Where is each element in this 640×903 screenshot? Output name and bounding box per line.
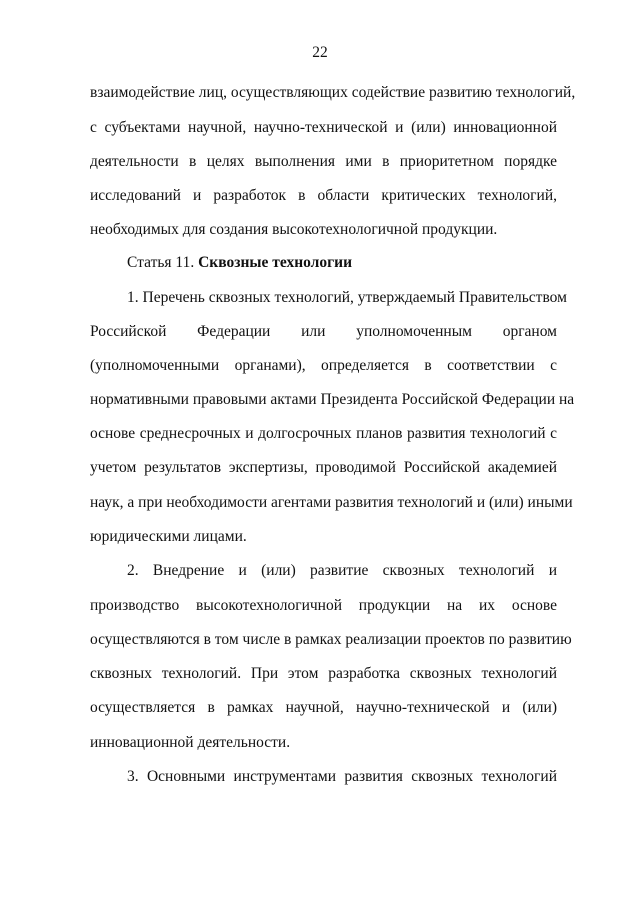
text-line: взаимодействие лиц, осуществляющих содействие развитию технологий, [90, 84, 576, 101]
text-line: основе среднесрочных и долгосрочных планов развития технологий с [90, 425, 557, 442]
page-number: 22 [312, 44, 328, 61]
article-prefix: Статья 11. [127, 254, 195, 271]
text-line: сквозных технологий. При этом разработка сквозных технологий [90, 665, 557, 682]
text-line: 2. Внедрение и (или) развитие сквозных технологий и [127, 562, 557, 579]
text-line: производство высокотехнологичной продукции на их основе [90, 597, 557, 614]
text-line: учетом результатов экспертизы, проводимой Российской академией [90, 459, 557, 476]
text-line: осуществляются в том числе в рамках реализации проектов по развитию [90, 631, 572, 648]
text-line: необходимых для создания высокотехнологичной продукции. [90, 221, 498, 238]
text-line: юридическими лицами. [90, 528, 247, 545]
article-title: Сквозные технологии [198, 254, 353, 271]
text-line: 3. Основными инструментами развития сквозных технологий [127, 768, 557, 785]
text-line: нормативными правовыми актами Президента Российской Федерации на [90, 391, 575, 408]
text-line: осуществляется в рамках научной, научно-технической и (или) [90, 699, 557, 716]
text-line: наук, а при необходимости агентами развития технологий и (или) иными [90, 494, 573, 511]
text-line: исследований и разработок в области критических технологий, [90, 187, 557, 204]
text-line: с субъектами научной, научно-технической и (или) инновационной [90, 119, 557, 136]
text-line: инновационной деятельности. [90, 734, 291, 751]
text-line: Российской Федерации или уполномоченным органом [90, 323, 557, 340]
text-line: (уполномоченными органами), определяется в соответствии с [90, 357, 557, 374]
text-line: 1. Перечень сквозных технологий, утверждаемый Правительством [127, 289, 567, 306]
article-heading [127, 253, 557, 273]
text-line: деятельности в целях выполнения ими в приоритетном порядке [90, 153, 557, 170]
